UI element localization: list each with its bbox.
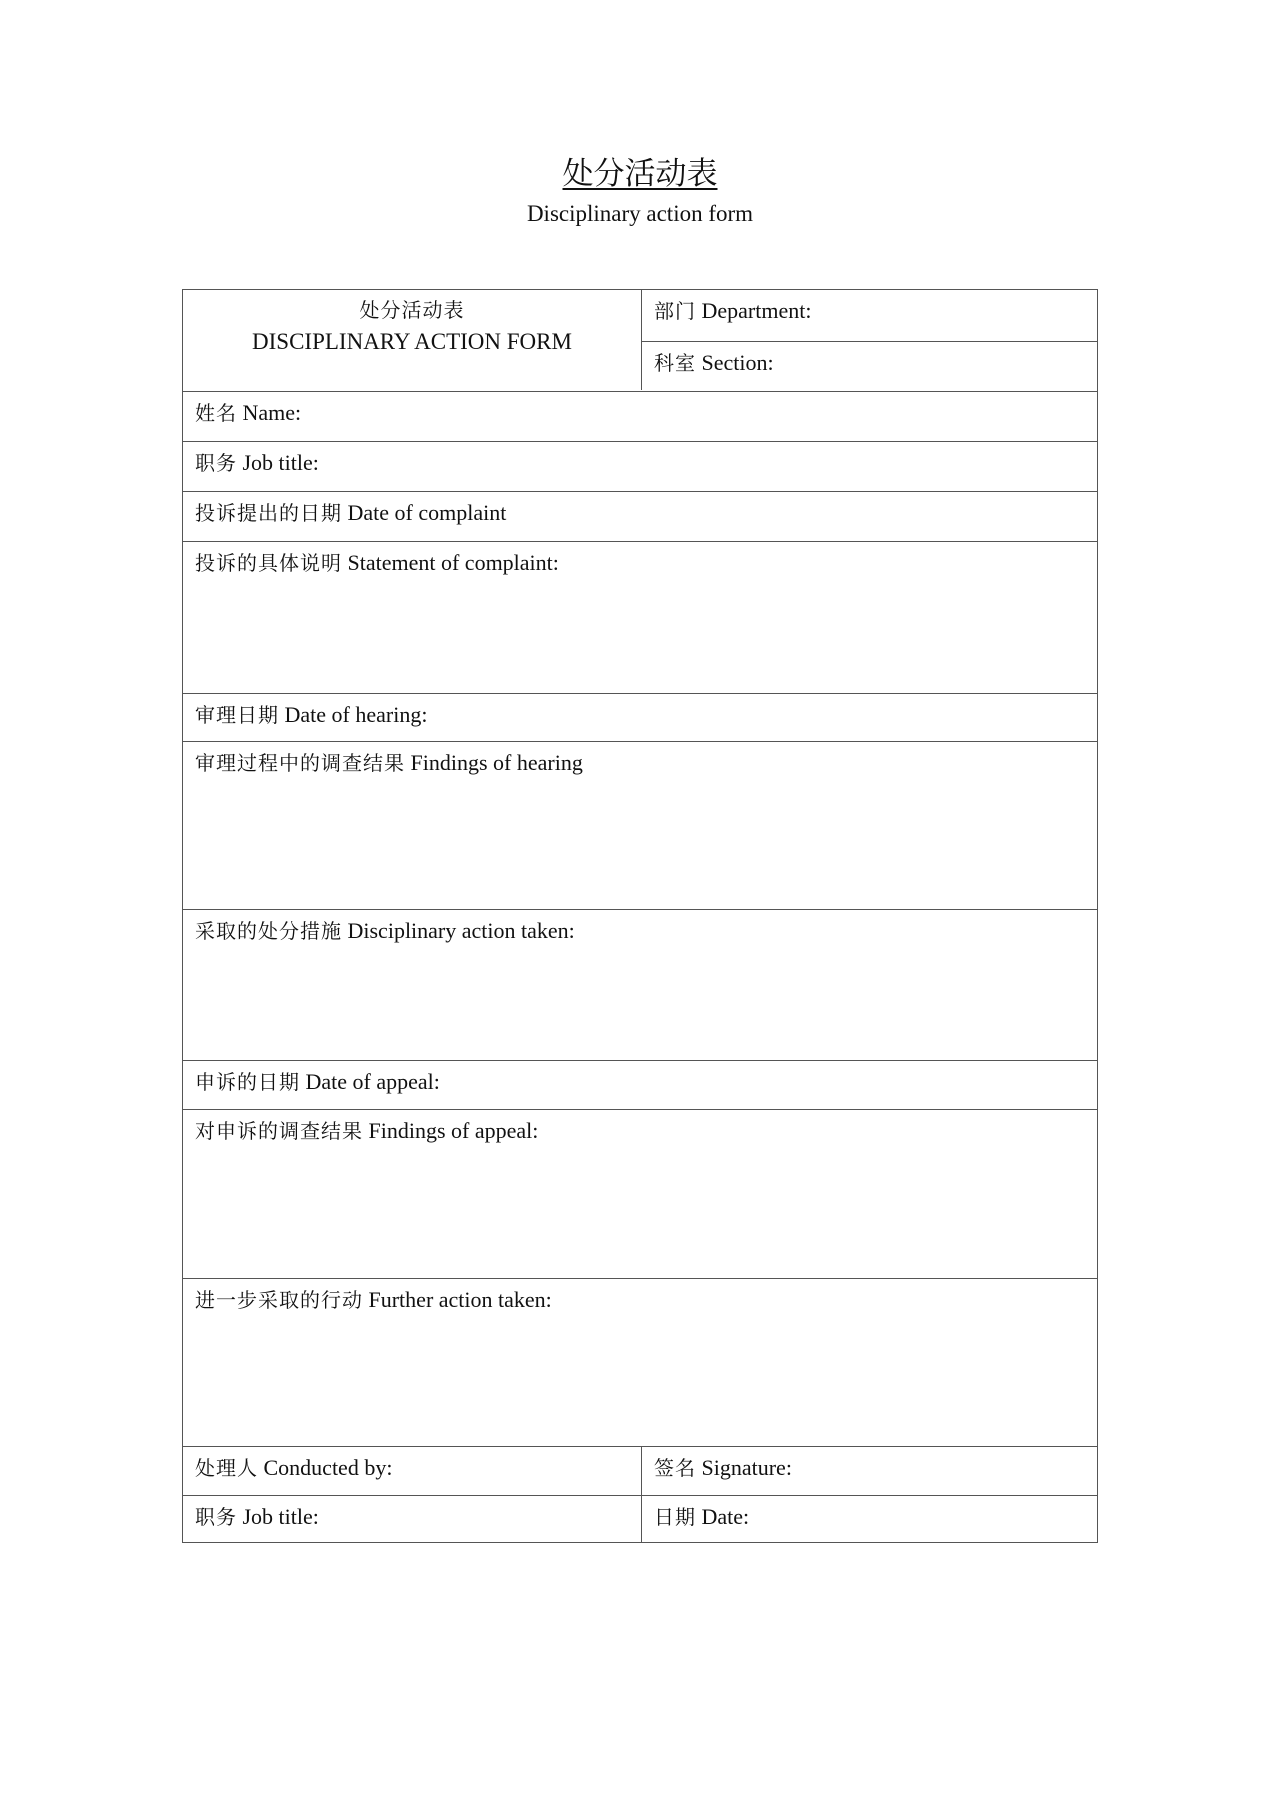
date-field[interactable] <box>642 1496 1097 1542</box>
findings-of-appeal-label-en: Findings of appeal: <box>368 1118 539 1143</box>
job-title-label-en: Job title: <box>242 450 319 475</box>
conducted-by-field[interactable] <box>183 1447 642 1495</box>
date-of-appeal-label-zh: 申诉的日期 <box>195 1070 300 1094</box>
section-field[interactable] <box>642 341 1097 390</box>
statement-of-complaint-label-en: Statement of complaint: <box>347 550 559 575</box>
job-title-row <box>183 441 1097 491</box>
conducted-by-label-en: Conducted by: <box>263 1455 393 1480</box>
further-action-taken-label-en: Further action taken: <box>368 1287 552 1312</box>
conducted-by-row <box>183 1446 1097 1495</box>
form-header-title <box>183 290 642 390</box>
date-of-appeal-row <box>183 1060 1097 1109</box>
footer-job-title-row <box>183 1495 1097 1542</box>
document-title-zh: 处分活动表 <box>562 156 718 192</box>
department-label-en: Department: <box>701 298 812 323</box>
date-label-zh: 日期 <box>654 1505 696 1529</box>
date-of-hearing-label-en: Date of hearing: <box>284 702 428 727</box>
statement-of-complaint-label-zh: 投诉的具体说明 <box>195 551 342 575</box>
form-header-row <box>183 290 1097 391</box>
date-of-complaint-label-zh: 投诉提出的日期 <box>195 501 342 525</box>
department-label-zh: 部门 <box>654 299 696 323</box>
date-of-appeal-label-en: Date of appeal: <box>305 1069 440 1094</box>
statement-of-complaint-row <box>183 541 1097 693</box>
date-label-en: Date: <box>701 1504 750 1529</box>
disciplinary-action-taken-label-en: Disciplinary action taken: <box>347 918 575 943</box>
findings-of-hearing-field[interactable] <box>183 742 1097 909</box>
name-label-zh: 姓名 <box>195 401 237 425</box>
form-header-title-zh: 处分活动表 <box>359 298 465 322</box>
disciplinary-action-taken-field[interactable] <box>183 910 1097 1060</box>
document-title <box>0 154 1280 194</box>
footer-job-title-field[interactable] <box>183 1496 642 1542</box>
job-title-field[interactable] <box>183 442 1097 491</box>
section-label-en: Section: <box>701 350 774 375</box>
further-action-taken-row <box>183 1278 1097 1446</box>
disciplinary-action-form <box>182 289 1098 1543</box>
signature-label-en: Signature: <box>701 1455 792 1480</box>
document-subtitle: Disciplinary action form <box>526 201 754 226</box>
form-header-right <box>642 290 1097 390</box>
date-of-complaint-label-en: Date of complaint <box>347 500 507 525</box>
footer-job-title-label-en: Job title: <box>242 1504 319 1529</box>
date-of-hearing-label-zh: 审理日期 <box>195 703 279 727</box>
findings-of-appeal-label-zh: 对申诉的调查结果 <box>195 1119 363 1143</box>
disciplinary-action-taken-label-zh: 采取的处分措施 <box>195 919 342 943</box>
findings-of-hearing-label-en: Findings of hearing <box>410 750 583 775</box>
signature-field[interactable] <box>642 1447 1097 1495</box>
job-title-label-zh: 职务 <box>195 451 237 475</box>
further-action-taken-label-zh: 进一步采取的行动 <box>195 1288 363 1312</box>
statement-of-complaint-field[interactable] <box>183 542 1097 693</box>
conducted-by-label-zh: 处理人 <box>195 1456 258 1480</box>
date-of-appeal-field[interactable] <box>183 1061 1097 1109</box>
name-row <box>183 391 1097 441</box>
date-of-complaint-row <box>183 491 1097 541</box>
name-label-en: Name: <box>242 400 302 425</box>
form-header-title-en: DISCIPLINARY ACTION FORM <box>252 329 572 354</box>
disciplinary-action-taken-row <box>183 909 1097 1060</box>
name-field[interactable] <box>183 392 1097 441</box>
findings-of-appeal-field[interactable] <box>183 1110 1097 1278</box>
findings-of-hearing-label-zh: 审理过程中的调查结果 <box>195 751 405 775</box>
findings-of-hearing-row <box>183 741 1097 909</box>
section-label-zh: 科室 <box>654 351 696 375</box>
footer-job-title-label-zh: 职务 <box>195 1505 237 1529</box>
department-field[interactable] <box>642 290 1097 341</box>
signature-label-zh: 签名 <box>654 1456 696 1480</box>
date-of-complaint-field[interactable] <box>183 492 1097 541</box>
date-of-hearing-row <box>183 693 1097 741</box>
findings-of-appeal-row <box>183 1109 1097 1278</box>
further-action-taken-field[interactable] <box>183 1279 1097 1446</box>
date-of-hearing-field[interactable] <box>183 694 1097 741</box>
